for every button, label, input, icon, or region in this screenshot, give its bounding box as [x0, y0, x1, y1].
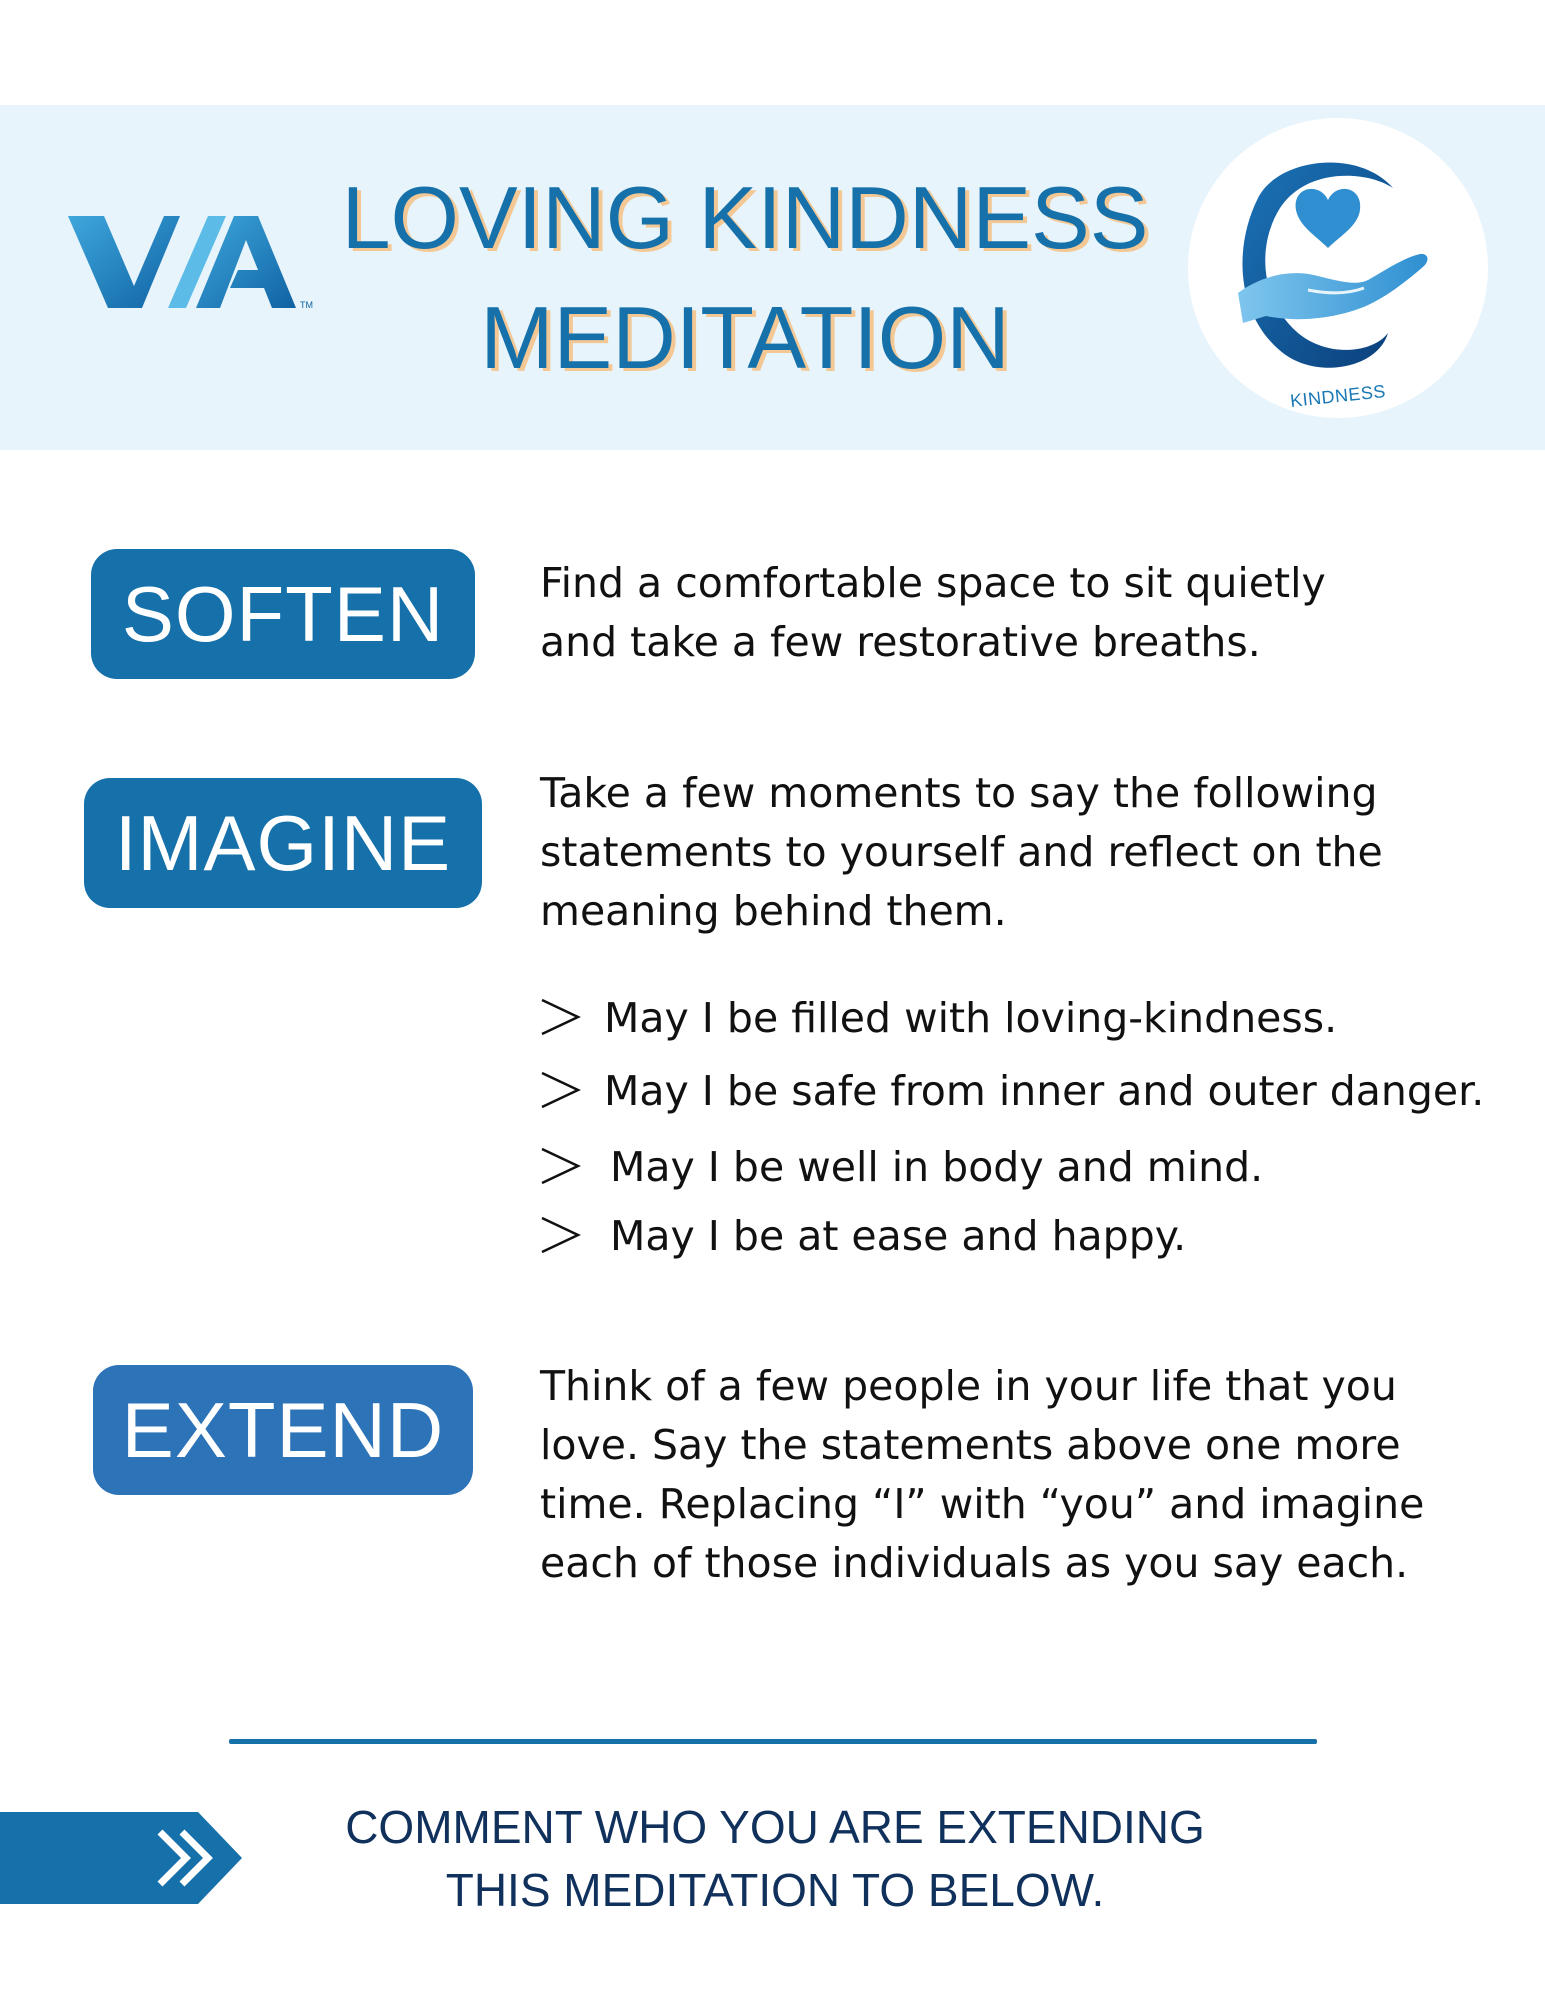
- imagine-line: meaning behind them.: [540, 887, 1007, 935]
- chevron-right-icon: [538, 1143, 582, 1189]
- soften-text: [540, 554, 1326, 672]
- page-title-line2: MEDITATION: [480, 288, 1010, 387]
- imagine-text: [540, 764, 1383, 941]
- affirmation-text: May I be at ease and happy.: [610, 1212, 1187, 1260]
- section-label-imagine: IMAGINE: [84, 778, 482, 908]
- extend-line: time. Replacing “I” with “you” and imagine: [540, 1480, 1425, 1528]
- cta-line: THIS MEDITATION TO BELOW.: [445, 1864, 1105, 1916]
- extend-text: [540, 1357, 1424, 1593]
- cta-line: COMMENT WHO YOU ARE EXTENDING: [345, 1801, 1205, 1853]
- imagine-line: statements to yourself and reflect on the: [540, 828, 1383, 876]
- affirmation-text: May I be filled with loving-kindness.: [604, 994, 1338, 1042]
- imagine-line: Take a few moments to say the following: [540, 769, 1378, 817]
- extend-line: each of those individuals as you say each.: [540, 1539, 1409, 1587]
- soften-line: Find a comfortable space to sit quietly: [540, 559, 1326, 607]
- heart-in-hand-icon: [1188, 118, 1488, 418]
- badge-label: KINDNESS: [1289, 381, 1387, 411]
- soften-line: and take a few restorative breaths.: [540, 618, 1261, 666]
- extend-line: love. Say the statements above one more: [540, 1421, 1401, 1469]
- affirmation-text: May I be safe from inner and outer danger.: [604, 1067, 1485, 1115]
- affirmation-text: May I be well in body and mind.: [610, 1143, 1264, 1191]
- section-label-extend: EXTEND: [93, 1365, 473, 1495]
- chevron-right-icon: [538, 994, 582, 1040]
- chevron-right-icon: [538, 1067, 582, 1113]
- extend-line: Think of a few people in your life that you: [540, 1362, 1397, 1410]
- page-title-line1: LOVING KINDNESS: [341, 168, 1149, 267]
- call-to-action: [290, 1796, 1260, 1922]
- chevron-right-icon: [538, 1212, 582, 1258]
- double-chevron-right-icon: [0, 1812, 245, 1904]
- svg-text:TM: TM: [300, 300, 313, 310]
- kindness-badge: [1188, 118, 1488, 418]
- section-label-soften: SOFTEN: [91, 549, 475, 679]
- divider: [229, 1739, 1317, 1744]
